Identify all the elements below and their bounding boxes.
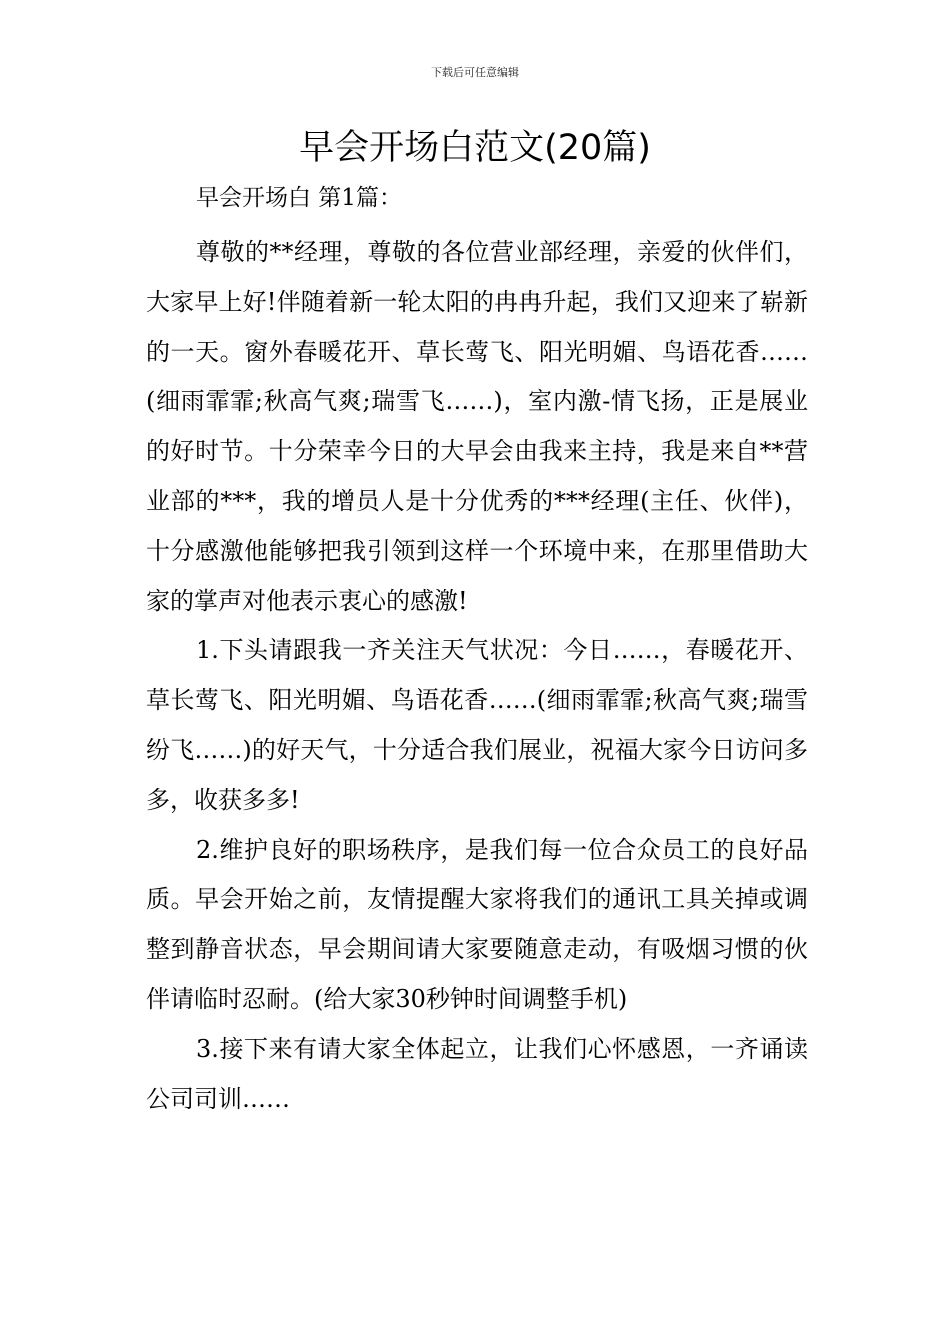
header-note: 下载后可任意编辑 [431,66,519,79]
document-body [146,228,808,1124]
paragraph-item-2: 2.维护良好的职场秩序，是我们每一位合众员工的良好品质。早会开始之前，友情提醒大家将我们的通讯工具关掉或调整到静音状态，早会期间请大家要随意走动，有吸烟习惯的伙伴请临时忍耐。(给大家30秒钟时间调整手机) [146,835,808,1013]
section-heading: 早会开场白 第1篇： [196,185,402,211]
paragraph-item-3: 3.接下来有请大家全体起立，让我们心怀感恩，一齐诵读公司司训…… [146,1034,808,1113]
paragraph-item-1: 1.下头请跟我一齐关注天气状况：今日……，春暖花开、草长莺飞、阳光明媚、鸟语花香……(细雨霏霏;秋高气爽;瑞雪纷飞……)的好天气，十分适合我们展业，祝福大家今日访问多多，收获多多! [146,636,808,814]
document-title: 早会开场白范文(20篇) [299,128,651,168]
paragraph-intro: 尊敬的**经理，尊敬的各位营业部经理，亲爱的伙伴们，大家早上好!伴随着新一轮太阳的冉冉升起，我们又迎来了崭新的一天。窗外春暖花开、草长莺飞、阳光明媚、鸟语花香……(细雨霏霏;秋高气爽;瑞雪飞……)，室内激-情飞扬，正是展业的好时节。十分荣幸今日的大早会由我来主持，我是来自**营业部的***，我的增员人是十分优秀的***经理(主任、伙伴)，十分感激他能够把我引领到这样一个环境中来，在那里借助大家的掌声对他表示衷心的感激! [146,238,808,615]
